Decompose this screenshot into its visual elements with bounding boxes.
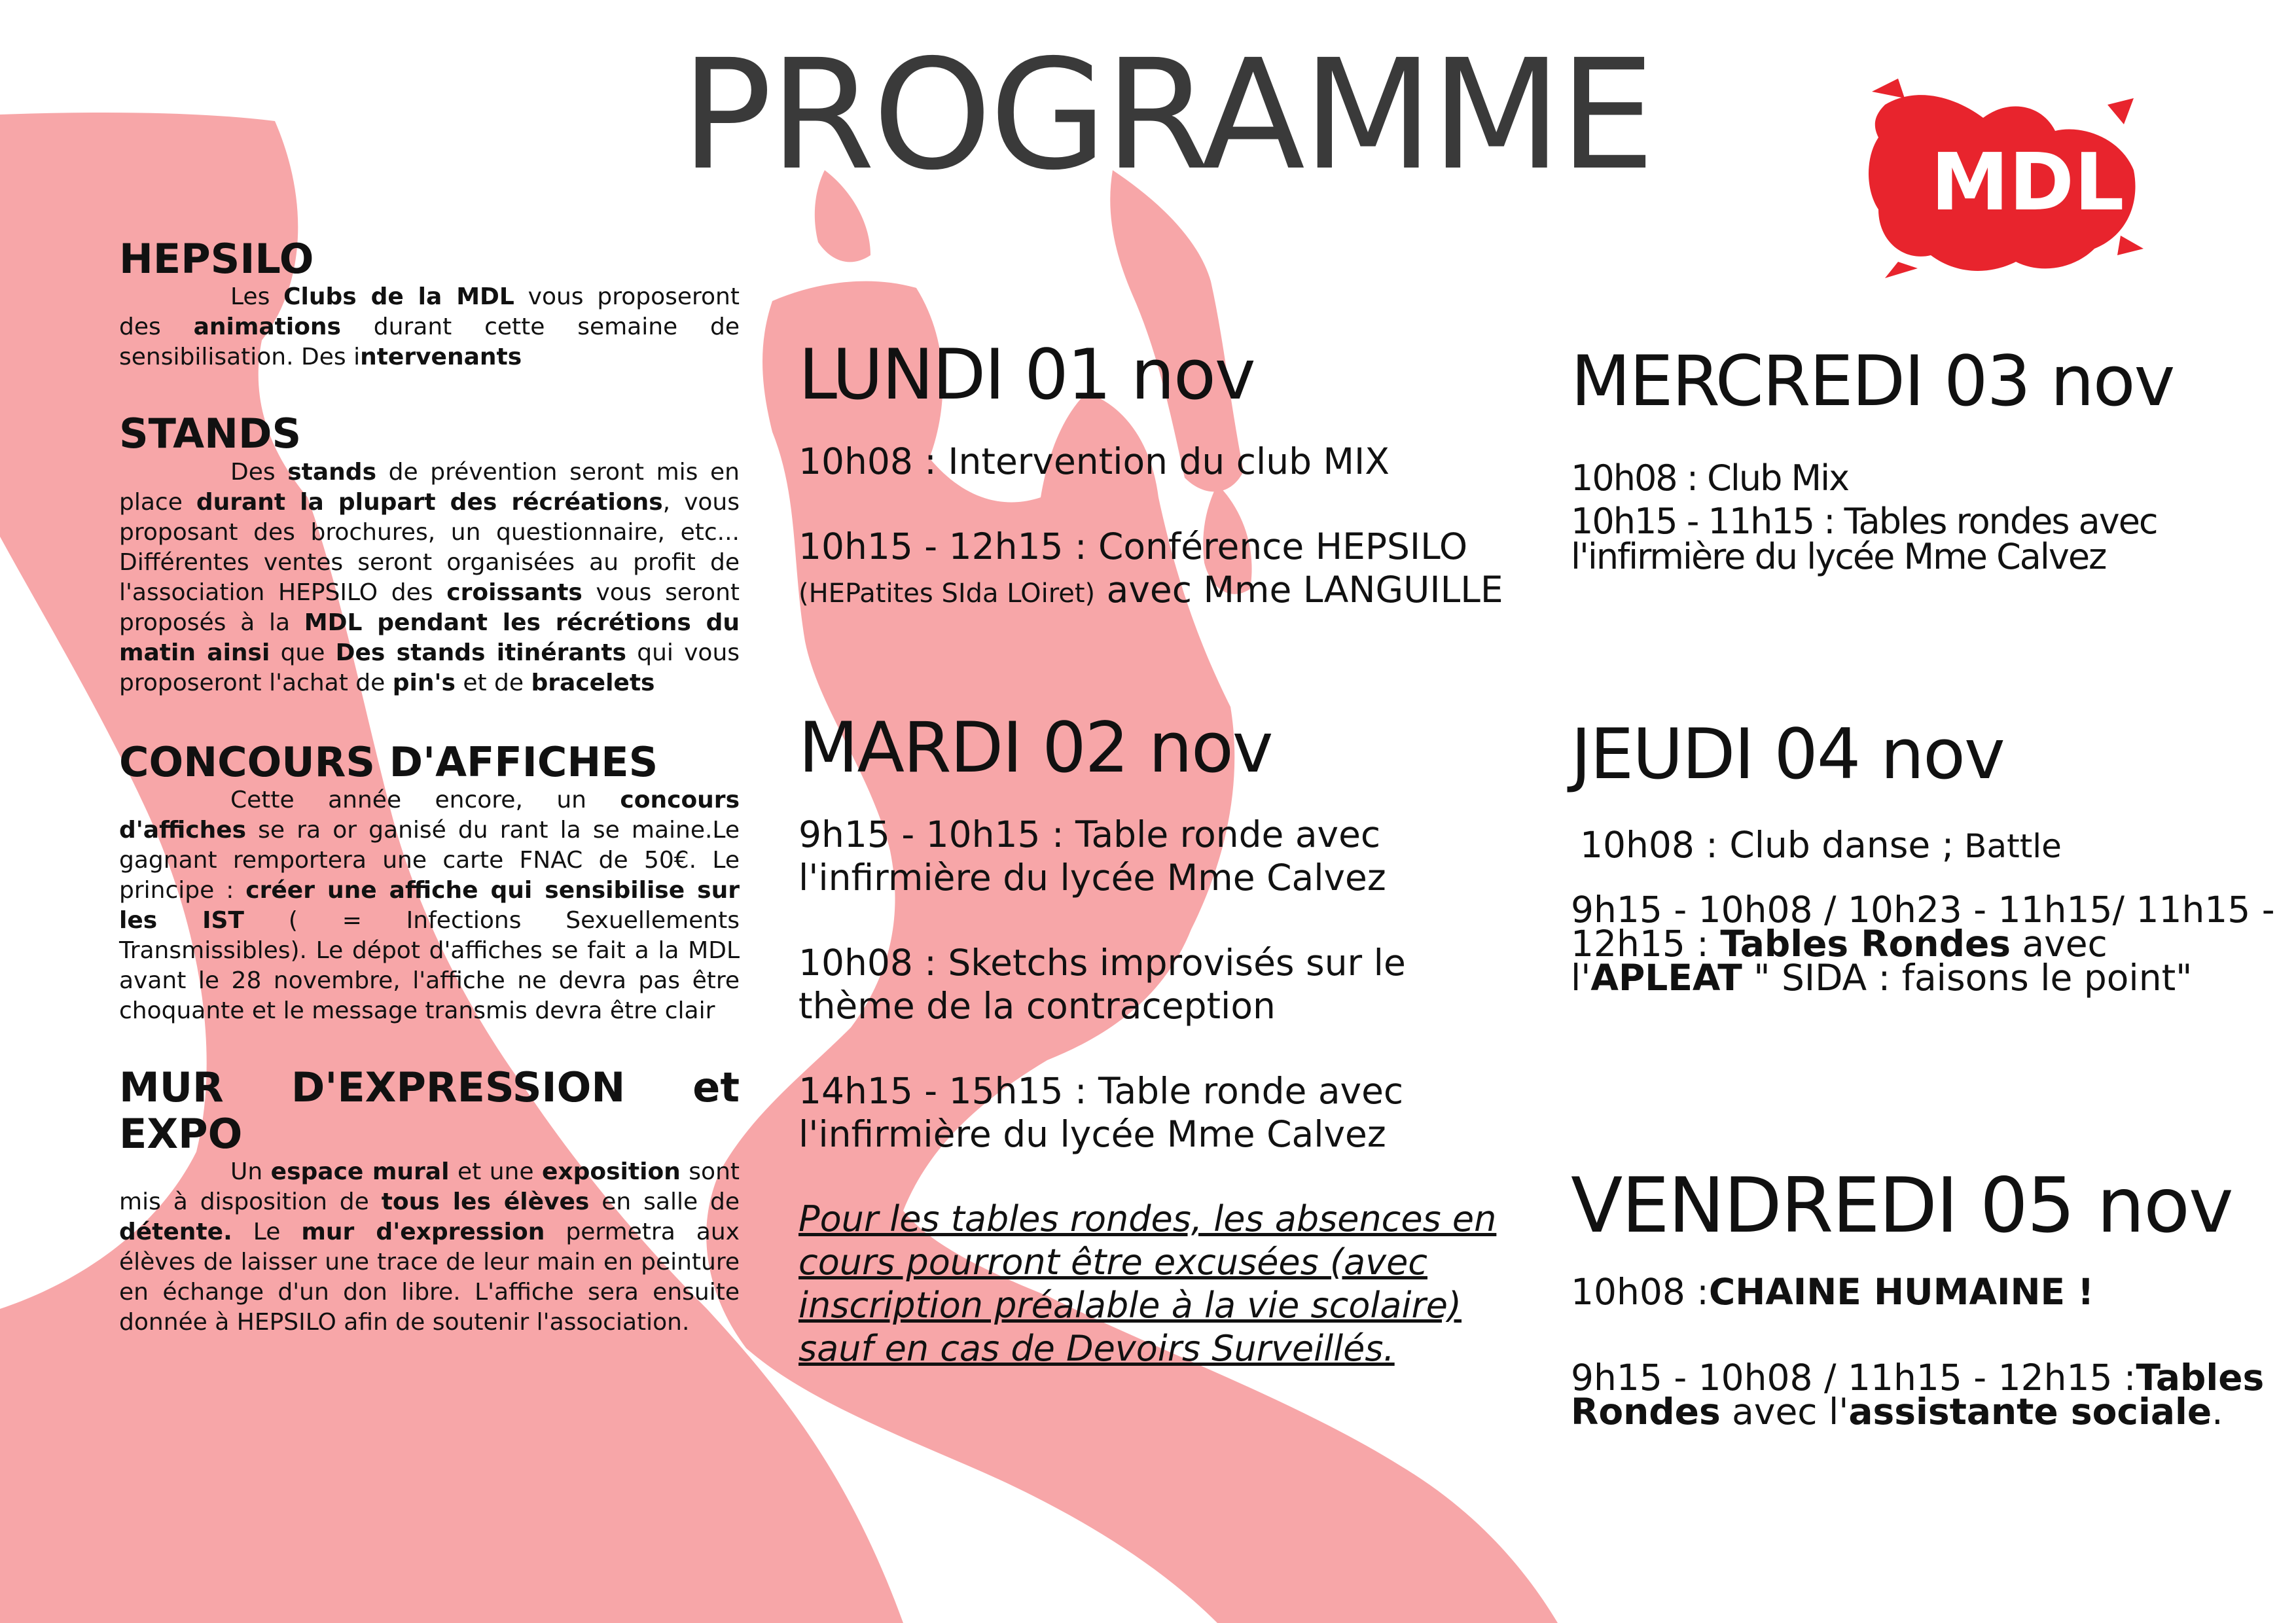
mdl-logo-text: MDL [1931, 137, 2125, 228]
day-vendredi [1571, 1162, 2284, 1433]
left-column [119, 236, 740, 1338]
event-lundi-1: 10h08 : Intervention du club MIX [798, 440, 1390, 482]
day-heading-lundi: LUNDI 01 nov [798, 334, 1255, 415]
day-lundi [798, 334, 1532, 657]
mdl-logo [1859, 79, 2147, 281]
section-heading-mur: MUR D'EXPRESSION et EXPO [119, 1063, 740, 1158]
day-heading-mardi: MARDI 02 nov [798, 707, 1272, 788]
section-heading-stands: STANDS [119, 410, 302, 458]
event-mardi-1: 9h15 - 10h15 : Table ronde avec l'infirmière du lycée Mme Calvez [798, 813, 1386, 899]
absence-note: Pour les tables rondes, les absences en cours pourront être excusées (avec inscription préalable à la vie scolaire) sauf en cas de Devoirs Surveillés. [798, 1198, 1497, 1369]
event-mercredi-1: 10h08 : Club Mix [1571, 457, 1849, 499]
event-lundi-2: 10h15 - 12h15 : Conférence HEPSILO (HEPatites SIda LOiret) avec Mme LANGUILLE [798, 526, 1503, 611]
section-heading-hepsilo: HEPSILO [119, 235, 314, 283]
day-heading-vendredi: VENDREDI 05 nov [1571, 1162, 2233, 1250]
day-mercredi [1571, 341, 2278, 577]
section-text-stands: Des stands de prévention seront mis en place durant la plupart des récréations, vous proposant des brochures, un questionnaire, etc... Différentes ventes seront organisées au profit de l'association HEPSILO des croissants vous seront proposés à la MDL pendant les récrétions du matin ainsi que Des stands itinérants qui vous proposeront l'achat de pin's et de bracelets [119, 458, 740, 696]
page-title: PROGRAMME [681, 27, 1653, 204]
event-vendredi-1: 10h08 :CHAINE HUMAINE ! [1571, 1271, 2094, 1313]
day-heading-mercredi: MERCREDI 03 nov [1571, 341, 2174, 421]
day-jeudi [1571, 714, 2278, 999]
event-vendredi-2: 9h15 - 10h08 / 11h15 - 12h15 :Tables Rondes avec l'assistante sociale. [1571, 1357, 2265, 1433]
section-text-mur: Un espace mural et une exposition sont mis à disposition de tous les élèves en salle de détente. Le mur d'expression permetra aux élèves de laisser une trace de leur main en peinture en échange d'un don libre. L'affiche sera ensuite donnée à HEPSILO afin de soutenir l'association. [119, 1158, 740, 1336]
day-heading-jeudi: JEUDI 04 nov [1571, 714, 2004, 794]
event-mardi-3: 14h15 - 15h15 : Table ronde avec l'infirmière du lycée Mme Calvez [798, 1070, 1404, 1155]
section-heading-concours: CONCOURS D'AFFICHES [119, 738, 658, 786]
event-mardi-2: 10h08 : Sketchs improvisés sur le thème de la contraception [798, 942, 1406, 1027]
event-jeudi-1: 10h08 : Club danse ; Battle [1580, 824, 2062, 866]
section-text-hepsilo: Les Clubs de la MDL vous proposeront des animations durant cette semaine de sensibilisation. Des intervenants [119, 283, 740, 371]
event-jeudi-2: 9h15 - 10h08 / 10h23 - 11h15/ 11h15 - 12h15 : Tables Rondes avec l'APLEAT " SIDA : faisons le point" [1571, 889, 2275, 999]
event-mercredi-2: 10h15 - 11h15 : Tables rondes avec l'infirmière du lycée Mme Calvez [1571, 501, 2157, 577]
section-text-concours: Cette année encore, un concours d'affiches se ra or ganisé du rant la se maine.Le gagnant remportera une carte FNAC de 50€. Le principe : créer une affiche qui sensibilise sur les IST ( = Infections Sexuellements Transmissibles). Le dépot d'affiches se fait a la MDL avant le 28 novembre, l'affiche ne devra pas être choquante et le message transmis devra être clair [119, 786, 740, 1024]
day-mardi [798, 707, 1532, 1370]
